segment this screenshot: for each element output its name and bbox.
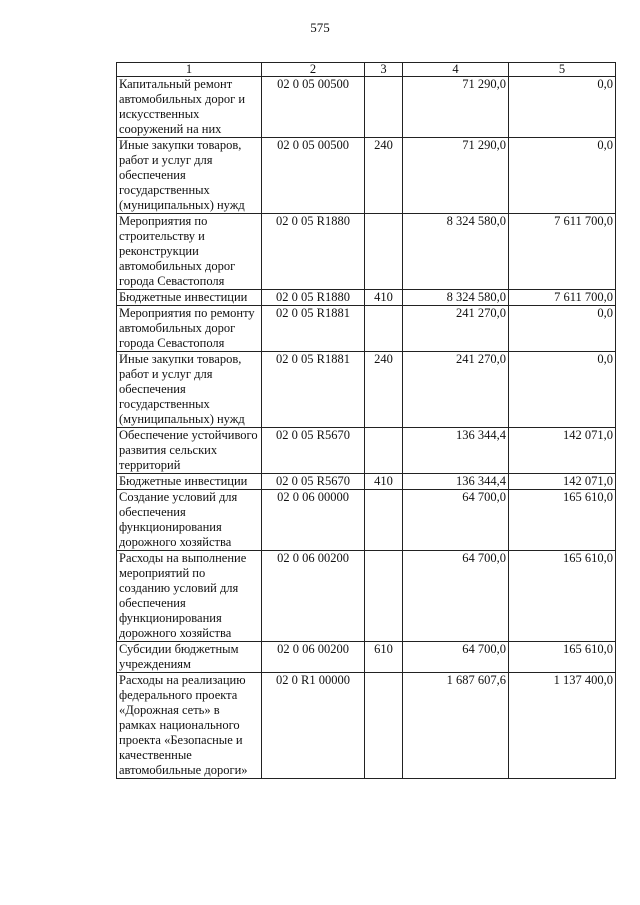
row-code-cell: 02 0 06 00200 — [262, 551, 365, 642]
row-amount-col5-cell: 142 071,0 — [509, 428, 616, 474]
table-row — [117, 551, 616, 642]
row-name-cell: Мероприятия по ремонту автомобильных дорог города Севастополя — [117, 306, 262, 352]
row-expense-type-cell — [365, 551, 403, 642]
row-amount-col5-cell: 165 610,0 — [509, 642, 616, 673]
row-name-cell: Иные закупки товаров, работ и услуг для обеспечения государственных (муниципальных) нужд — [117, 138, 262, 214]
row-name-cell: Создание условий для обеспечения функционирования дорожного хозяйства — [117, 490, 262, 551]
row-code-cell: 02 0 05 R1880 — [262, 290, 365, 306]
row-amount-col5-cell: 0,0 — [509, 306, 616, 352]
table-row — [117, 290, 616, 306]
row-amount-col4-cell: 241 270,0 — [403, 352, 509, 428]
row-name-cell: Иные закупки товаров, работ и услуг для обеспечения государственных (муниципальных) нужд — [117, 352, 262, 428]
row-amount-col4-cell: 8 324 580,0 — [403, 214, 509, 290]
row-code-cell: 02 0 05 R1881 — [262, 352, 365, 428]
column-header-5: 5 — [509, 63, 616, 77]
row-expense-type-cell: 410 — [365, 474, 403, 490]
table-row — [117, 673, 616, 779]
table-row — [117, 474, 616, 490]
row-name-cell: Бюджетные инвестиции — [117, 290, 262, 306]
row-expense-type-cell — [365, 428, 403, 474]
row-code-cell: 02 0 05 00500 — [262, 77, 365, 138]
row-name-cell: Обеспечение устойчивого развития сельских территорий — [117, 428, 262, 474]
row-expense-type-cell: 610 — [365, 642, 403, 673]
row-expense-type-cell: 240 — [365, 138, 403, 214]
row-code-cell: 02 0 06 00200 — [262, 642, 365, 673]
table-row — [117, 77, 616, 138]
table-row — [117, 138, 616, 214]
row-expense-type-cell — [365, 673, 403, 779]
column-header-4: 4 — [403, 63, 509, 77]
row-amount-col5-cell: 1 137 400,0 — [509, 673, 616, 779]
row-expense-type-cell — [365, 490, 403, 551]
row-amount-col4-cell: 64 700,0 — [403, 551, 509, 642]
table-row — [117, 306, 616, 352]
row-code-cell: 02 0 R1 00000 — [262, 673, 365, 779]
row-expense-type-cell — [365, 306, 403, 352]
row-expense-type-cell — [365, 214, 403, 290]
row-amount-col5-cell: 142 071,0 — [509, 474, 616, 490]
row-amount-col4-cell: 1 687 607,6 — [403, 673, 509, 779]
row-name-cell: Капитальный ремонт автомобильных дорог и искусственных сооружений на них — [117, 77, 262, 138]
row-code-cell: 02 0 05 R1880 — [262, 214, 365, 290]
row-name-cell: Субсидии бюджетным учреждениям — [117, 642, 262, 673]
row-amount-col5-cell: 7 611 700,0 — [509, 214, 616, 290]
table-row — [117, 352, 616, 428]
row-amount-col5-cell: 0,0 — [509, 138, 616, 214]
row-amount-col5-cell: 0,0 — [509, 352, 616, 428]
row-name-cell: Расходы на реализацию федерального проекта «Дорожная сеть» в рамках национального проекта «Безопасные и качественные автомобильные дороги» — [117, 673, 262, 779]
table-row — [117, 428, 616, 474]
row-amount-col4-cell: 8 324 580,0 — [403, 290, 509, 306]
row-amount-col4-cell: 241 270,0 — [403, 306, 509, 352]
row-code-cell: 02 0 05 R1881 — [262, 306, 365, 352]
row-amount-col5-cell: 165 610,0 — [509, 490, 616, 551]
table-row — [117, 214, 616, 290]
row-amount-col4-cell: 64 700,0 — [403, 642, 509, 673]
table-header-row — [117, 63, 616, 77]
row-code-cell: 02 0 05 R5670 — [262, 428, 365, 474]
row-name-cell: Мероприятия по строительству и реконструкции автомобильных дорог города Севастополя — [117, 214, 262, 290]
table-body — [117, 77, 616, 779]
row-expense-type-cell: 410 — [365, 290, 403, 306]
row-amount-col4-cell: 64 700,0 — [403, 490, 509, 551]
row-amount-col4-cell: 136 344,4 — [403, 474, 509, 490]
table-row — [117, 642, 616, 673]
row-amount-col5-cell: 0,0 — [509, 77, 616, 138]
row-code-cell: 02 0 05 00500 — [262, 138, 365, 214]
row-expense-type-cell — [365, 77, 403, 138]
row-code-cell: 02 0 06 00000 — [262, 490, 365, 551]
row-amount-col5-cell: 7 611 700,0 — [509, 290, 616, 306]
page-number: 575 — [310, 20, 330, 35]
row-expense-type-cell: 240 — [365, 352, 403, 428]
column-header-3: 3 — [365, 63, 403, 77]
budget-table — [116, 62, 616, 779]
table-row — [117, 490, 616, 551]
row-amount-col4-cell: 136 344,4 — [403, 428, 509, 474]
row-amount-col4-cell: 71 290,0 — [403, 138, 509, 214]
column-header-1: 1 — [117, 63, 262, 77]
row-amount-col4-cell: 71 290,0 — [403, 77, 509, 138]
row-code-cell: 02 0 05 R5670 — [262, 474, 365, 490]
row-name-cell: Расходы на выполнение мероприятий по созданию условий для обеспечения функционирования дорожного хозяйства — [117, 551, 262, 642]
column-header-2: 2 — [262, 63, 365, 77]
row-name-cell: Бюджетные инвестиции — [117, 474, 262, 490]
row-amount-col5-cell: 165 610,0 — [509, 551, 616, 642]
